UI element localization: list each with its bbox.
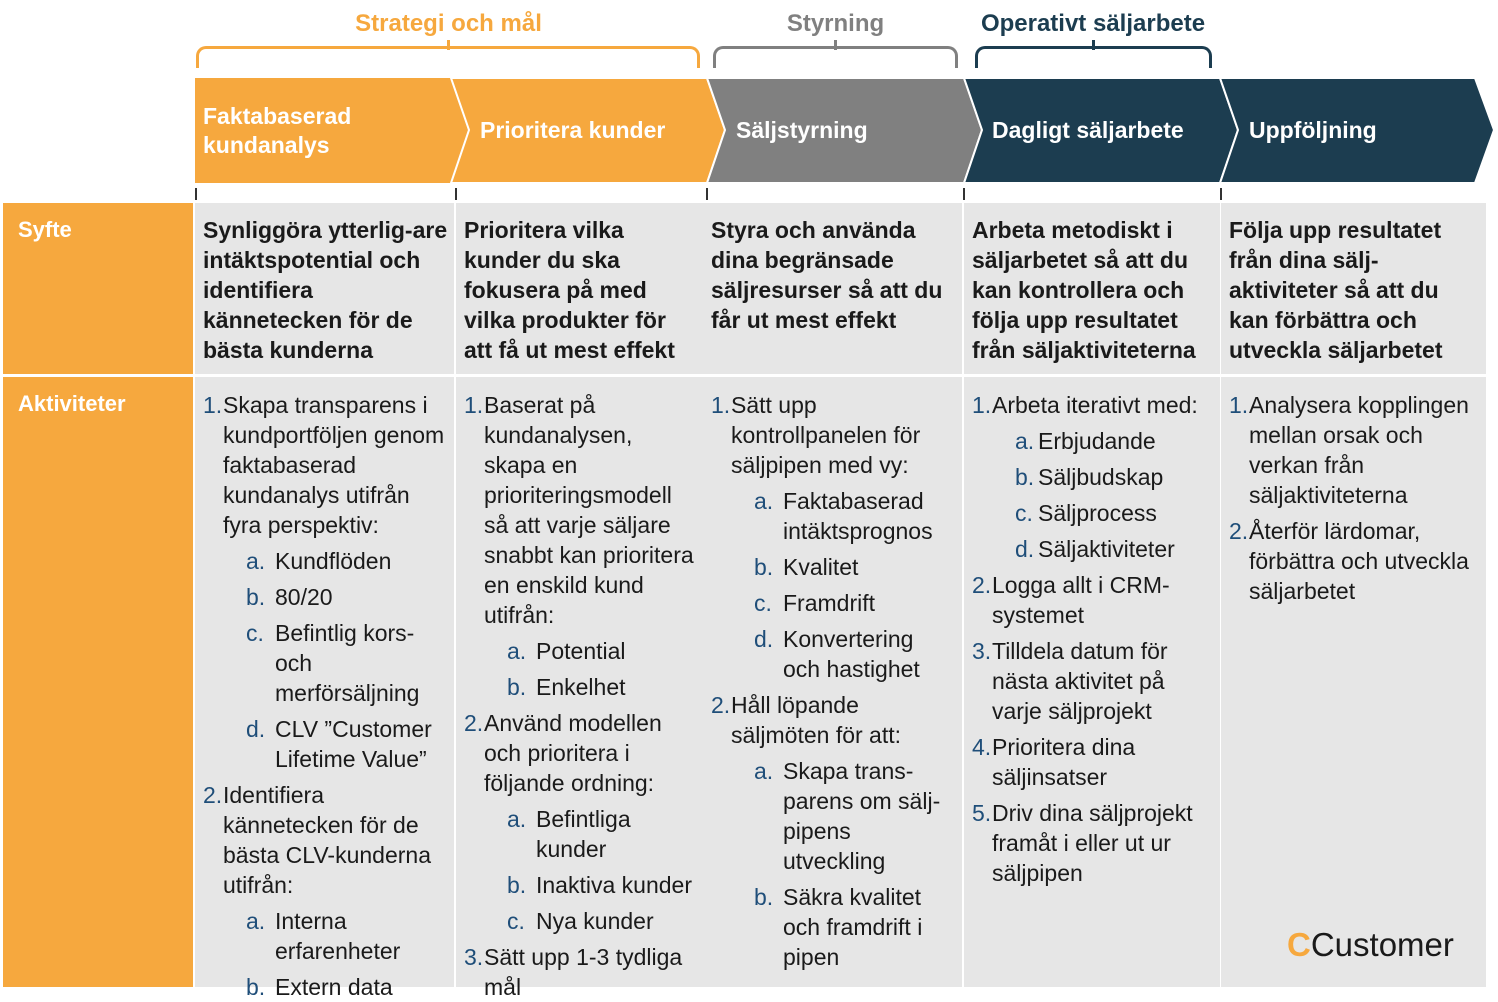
- sub-text: Konvertering och hastighet: [783, 626, 920, 682]
- activities-cell-4: [964, 377, 1220, 987]
- purpose-cell-2: Prioritera vilka kunder du ska fokusera på med vilka produkter för att få ut mest effekt: [456, 203, 704, 374]
- sub-item: [484, 672, 698, 702]
- activities-cell-1: [195, 377, 454, 1000]
- sub-letter: c.: [507, 908, 525, 934]
- item-text: Identifiera kännetecken för de bästa CLV-kunderna utifrån:: [223, 782, 431, 898]
- separator-dash: [195, 188, 197, 200]
- sub-item: [484, 870, 698, 900]
- item-number: 2.: [464, 710, 484, 736]
- logo-mark: C: [1287, 926, 1311, 963]
- item-text: Driv dina säljprojekt framåt i eller ut ur säljpipen: [992, 800, 1193, 886]
- activity-item: [972, 636, 1214, 726]
- activity-item: [1229, 516, 1480, 606]
- item-number: 2.: [203, 782, 223, 808]
- sub-letter: a.: [754, 758, 774, 784]
- item-text: Återför lärdomar, förbättra och utveckla säljarbetet: [1249, 518, 1469, 604]
- phase-label-3: Säljstyrning: [736, 117, 868, 143]
- item-number: 3.: [972, 638, 992, 664]
- sub-item: [731, 486, 956, 546]
- separator-dash: [1220, 188, 1222, 200]
- sub-letter: d.: [754, 626, 774, 652]
- sub-item: [731, 552, 956, 582]
- item-text: Analysera kopplingen mellan orsak och verkan från säljaktiviteterna: [1249, 392, 1469, 508]
- activity-item: [1229, 390, 1480, 510]
- row-header-activities: Aktiviteter: [3, 377, 193, 987]
- item-text: Prioritera dina säljinsatser: [992, 734, 1136, 790]
- sub-item: [992, 426, 1214, 456]
- item-number: 1.: [711, 392, 731, 418]
- sub-letter: a.: [246, 548, 266, 574]
- sub-letter: a.: [754, 488, 774, 514]
- group-label-governance: Styrning: [786, 10, 885, 37]
- logo-text: Customer: [1310, 926, 1454, 963]
- item-number: 2.: [972, 572, 992, 598]
- item-text: Arbeta iterativt med:: [992, 392, 1198, 418]
- group-label-strategy: Strategi och mål: [355, 10, 542, 37]
- activity-item: [972, 570, 1214, 630]
- sub-item: [223, 546, 448, 576]
- sub-text: 80/20: [275, 584, 333, 610]
- sub-item: [731, 588, 956, 618]
- sub-text: Säljaktiviteter: [1038, 536, 1175, 562]
- sub-item: [223, 618, 448, 708]
- item-number: 1.: [972, 392, 992, 418]
- sub-text: Kvalitet: [783, 554, 859, 580]
- sub-item: [992, 462, 1214, 492]
- item-text: Skapa transparens i kundportföljen genom faktabaserad kundanalys utifrån fyra perspektiv:: [223, 392, 445, 538]
- sub-item: [223, 714, 448, 774]
- sub-text: Säkra kvalitet och framdrift i pipen: [783, 884, 923, 970]
- phase-label-5: Uppföljning: [1249, 117, 1377, 143]
- item-number: 2.: [711, 692, 731, 718]
- activity-item: [203, 780, 448, 1002]
- item-text: Logga allt i CRM-systemet: [992, 572, 1170, 628]
- sub-letter: a.: [246, 908, 266, 934]
- sub-text: Potential: [536, 638, 626, 664]
- sub-text: Framdrift: [783, 590, 875, 616]
- sub-text: CLV ”Customer Lifetime Value”: [275, 716, 432, 772]
- sub-letter: c.: [246, 620, 264, 646]
- sub-item: [731, 882, 956, 972]
- sub-item: [223, 906, 448, 966]
- sub-item: [223, 582, 448, 612]
- activity-item: [711, 390, 956, 684]
- sub-text: Skapa trans-parens om sälj-pipens utveckling: [783, 758, 941, 874]
- separator-dash: [455, 188, 457, 200]
- sub-letter: b.: [1015, 464, 1035, 490]
- item-text: Håll löpande säljmöten för att:: [731, 692, 902, 748]
- activity-item: [464, 708, 698, 936]
- sub-letter: d.: [1015, 536, 1035, 562]
- sub-item: [484, 804, 698, 864]
- activity-item: [972, 390, 1214, 564]
- purpose-cell-3: Styra och använda dina begränsade säljresurser så att du får ut mest effekt: [703, 203, 962, 374]
- purpose-cell-5: Följa upp resultatet från dina sälj-aktiviteter så att du kan förbättra och utveckla säljarbetet: [1221, 203, 1486, 374]
- sub-item: [731, 756, 956, 876]
- activity-item: [972, 732, 1214, 792]
- sub-text: Kundflöden: [275, 548, 392, 574]
- row-header-purpose: Syfte: [3, 203, 193, 374]
- sub-letter: c.: [1015, 500, 1033, 526]
- sub-letter: b.: [507, 674, 527, 700]
- item-text: Använd modellen och prioritera i följande ordning:: [484, 710, 662, 796]
- sub-text: Säljbudskap: [1038, 464, 1164, 490]
- item-number: 1.: [464, 392, 484, 418]
- separator-dash: [706, 188, 708, 200]
- item-number: 5.: [972, 800, 992, 826]
- item-number: 1.: [1229, 392, 1249, 418]
- sub-item: [992, 498, 1214, 528]
- sub-text: Enkelhet: [536, 674, 626, 700]
- sub-item: [992, 534, 1214, 564]
- sub-letter: a.: [507, 806, 527, 832]
- phase-label-4: Dagligt säljarbete: [992, 117, 1184, 143]
- sub-letter: b.: [754, 554, 774, 580]
- sub-letter: c.: [754, 590, 772, 616]
- sub-letter: a.: [1015, 428, 1035, 454]
- phase-label-1: Faktabaserad kundanalys: [203, 102, 352, 158]
- sub-text: Extern data: [275, 974, 393, 1000]
- sub-item: [484, 636, 698, 666]
- sub-letter: d.: [246, 716, 266, 742]
- item-text: Sätt upp kontrollpanelen för säljpipen med vy:: [731, 392, 921, 478]
- sub-text: Befintliga kunder: [536, 806, 631, 862]
- sub-item: [731, 624, 956, 684]
- sub-text: Faktabaserad intäktsprognos: [783, 488, 933, 544]
- sub-letter: b.: [246, 584, 266, 610]
- sub-text: Befintlig kors- och merförsäljning: [275, 620, 420, 706]
- item-number: 4.: [972, 734, 992, 760]
- sub-text: Nya kunder: [536, 908, 654, 934]
- item-text: Baserat på kundanalysen, skapa en prioriteringsmodell så att varje säljare snabbt kan prioritera en enskild kund utifrån:: [484, 392, 694, 628]
- sub-text: Säljprocess: [1038, 500, 1157, 526]
- sub-item: [484, 906, 698, 936]
- sub-letter: b.: [754, 884, 774, 910]
- item-text: Tilldela datum för nästa aktivitet på varje säljprojekt: [992, 638, 1168, 724]
- sub-letter: a.: [507, 638, 527, 664]
- activities-cell-5: [1221, 377, 1486, 987]
- activities-cell-2: [456, 377, 704, 1000]
- sub-text: Erbjudande: [1038, 428, 1156, 454]
- purpose-cell-1: Synliggöra ytterlig-are intäktspotential och identifiera kännetecken för de bästa kunderna: [195, 203, 454, 374]
- activity-item: [203, 390, 448, 774]
- activities-cell-3: [703, 377, 962, 987]
- customer-logo: [1287, 926, 1454, 964]
- item-number: 3.: [464, 944, 484, 970]
- purpose-cell-4: Arbeta metodiskt i säljarbetet så att du kan kontrollera och följa upp resultatet från säljaktiviteterna: [964, 203, 1220, 374]
- separator-dash: [963, 188, 965, 200]
- item-text: Sätt upp 1-3 tydliga mål: [484, 944, 683, 1000]
- item-number: 1.: [203, 392, 223, 418]
- sub-item: [223, 972, 448, 1002]
- sub-letter: b.: [507, 872, 527, 898]
- activity-item: [464, 390, 698, 702]
- sub-text: Inaktiva kunder: [536, 872, 692, 898]
- activity-item: [464, 942, 698, 1002]
- activity-item: [972, 798, 1214, 888]
- sub-text: Interna erfarenheter: [275, 908, 401, 964]
- phase-label-2: Prioritera kunder: [480, 117, 666, 143]
- group-label-operative: Operativt säljarbete: [980, 10, 1206, 37]
- activity-item: [711, 690, 956, 972]
- item-number: 2.: [1229, 518, 1249, 544]
- sub-letter: b.: [246, 974, 266, 1000]
